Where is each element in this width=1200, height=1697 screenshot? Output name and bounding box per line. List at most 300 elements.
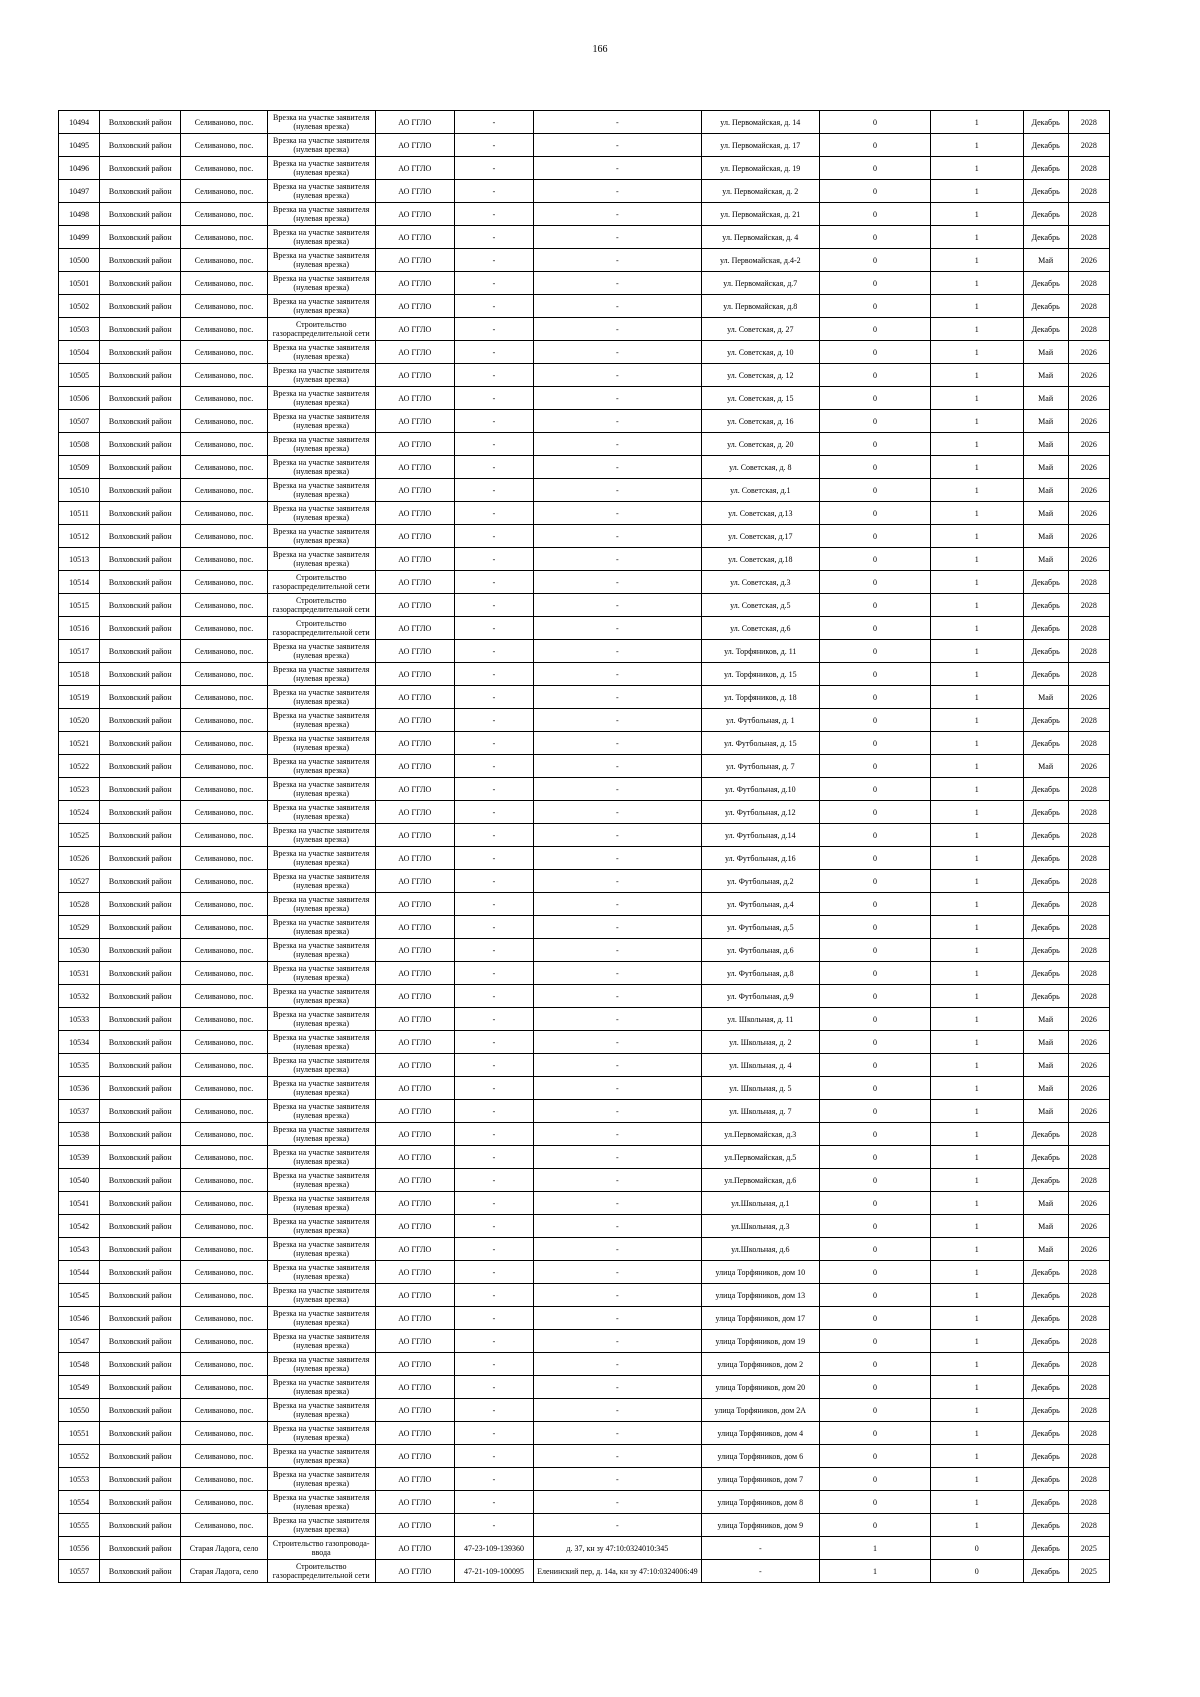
cell-year: 2028 xyxy=(1068,1353,1109,1376)
cell-settlement: Селиваново, пос. xyxy=(181,410,267,433)
cell-id: 10518 xyxy=(59,663,100,686)
cell-id: 10511 xyxy=(59,502,100,525)
cell-id: 10550 xyxy=(59,1399,100,1422)
cell-address: ул. Первомайская, д. 17 xyxy=(701,134,819,157)
cell-address_detail: - xyxy=(534,1100,702,1123)
cell-code: - xyxy=(454,1399,533,1422)
cell-code: - xyxy=(454,318,533,341)
cell-month: Май xyxy=(1023,433,1068,456)
cell-work_type: Врезка на участке заявителя (нулевая врезка) xyxy=(267,1307,375,1330)
cell-col_b: 1 xyxy=(930,525,1023,548)
cell-org: АО ГГЛО xyxy=(375,1330,454,1353)
cell-org: АО ГГЛО xyxy=(375,1238,454,1261)
cell-address_detail: - xyxy=(534,364,702,387)
cell-work_type: Врезка на участке заявителя (нулевая врезка) xyxy=(267,1215,375,1238)
cell-district: Волховский район xyxy=(100,249,181,272)
cell-year: 2028 xyxy=(1068,1399,1109,1422)
cell-id: 10504 xyxy=(59,341,100,364)
cell-id: 10537 xyxy=(59,1100,100,1123)
cell-org: АО ГГЛО xyxy=(375,1077,454,1100)
cell-work_type: Врезка на участке заявителя (нулевая врезка) xyxy=(267,1261,375,1284)
table-row xyxy=(59,295,1110,318)
cell-col_b: 1 xyxy=(930,479,1023,502)
table-row xyxy=(59,318,1110,341)
cell-address: ул.Школьная, д.3 xyxy=(701,1215,819,1238)
cell-address: ул. Советская, д. 20 xyxy=(701,433,819,456)
cell-address: ул. Советская, д.1 xyxy=(701,479,819,502)
cell-address_detail: - xyxy=(534,1054,702,1077)
cell-address_detail: - xyxy=(534,594,702,617)
cell-address: улица Торфяников, дом 2А xyxy=(701,1399,819,1422)
cell-code: - xyxy=(454,709,533,732)
table-row xyxy=(59,157,1110,180)
cell-col_b: 1 xyxy=(930,1146,1023,1169)
cell-address: ул. Торфяников, д. 15 xyxy=(701,663,819,686)
cell-address_detail: - xyxy=(534,686,702,709)
cell-address_detail: - xyxy=(534,847,702,870)
cell-year: 2028 xyxy=(1068,295,1109,318)
cell-org: АО ГГЛО xyxy=(375,916,454,939)
cell-col_a: 0 xyxy=(819,939,930,962)
cell-address_detail: - xyxy=(534,962,702,985)
cell-col_a: 0 xyxy=(819,272,930,295)
cell-code: - xyxy=(454,594,533,617)
cell-address: ул.Первомайская, д.3 xyxy=(701,1123,819,1146)
table-row xyxy=(59,1399,1110,1422)
data-table xyxy=(58,110,1110,1583)
cell-col_b: 1 xyxy=(930,157,1023,180)
cell-address_detail: - xyxy=(534,272,702,295)
cell-month: Декабрь xyxy=(1023,1169,1068,1192)
cell-col_a: 0 xyxy=(819,1123,930,1146)
cell-col_a: 0 xyxy=(819,1376,930,1399)
cell-id: 10515 xyxy=(59,594,100,617)
cell-year: 2028 xyxy=(1068,663,1109,686)
cell-address_detail: - xyxy=(534,778,702,801)
cell-id: 10531 xyxy=(59,962,100,985)
cell-col_b: 0 xyxy=(930,1560,1023,1583)
cell-id: 10509 xyxy=(59,456,100,479)
cell-month: Май xyxy=(1023,502,1068,525)
cell-work_type: Врезка на участке заявителя (нулевая врезка) xyxy=(267,548,375,571)
table-row xyxy=(59,617,1110,640)
cell-district: Волховский район xyxy=(100,916,181,939)
cell-settlement: Селиваново, пос. xyxy=(181,1284,267,1307)
cell-col_b: 1 xyxy=(930,1514,1023,1537)
cell-col_b: 1 xyxy=(930,1261,1023,1284)
cell-code: - xyxy=(454,341,533,364)
table-row xyxy=(59,1192,1110,1215)
cell-org: АО ГГЛО xyxy=(375,1491,454,1514)
cell-district: Волховский район xyxy=(100,226,181,249)
cell-address: ул. Первомайская, д. 21 xyxy=(701,203,819,226)
cell-district: Волховский район xyxy=(100,502,181,525)
cell-address_detail: - xyxy=(534,755,702,778)
cell-col_a: 1 xyxy=(819,1560,930,1583)
cell-work_type: Врезка на участке заявителя (нулевая врезка) xyxy=(267,502,375,525)
cell-org: АО ГГЛО xyxy=(375,1261,454,1284)
cell-work_type: Врезка на участке заявителя (нулевая врезка) xyxy=(267,709,375,732)
cell-col_a: 0 xyxy=(819,640,930,663)
cell-col_b: 1 xyxy=(930,1215,1023,1238)
cell-address_detail: - xyxy=(534,1307,702,1330)
cell-settlement: Старая Ладога, село xyxy=(181,1560,267,1583)
cell-address: ул. Советская, д. 10 xyxy=(701,341,819,364)
cell-work_type: Врезка на участке заявителя (нулевая врезка) xyxy=(267,479,375,502)
table-row xyxy=(59,1123,1110,1146)
cell-address_detail: - xyxy=(534,1514,702,1537)
cell-year: 2028 xyxy=(1068,318,1109,341)
cell-code: - xyxy=(454,847,533,870)
cell-id: 10503 xyxy=(59,318,100,341)
cell-code: - xyxy=(454,939,533,962)
table-row xyxy=(59,1537,1110,1560)
cell-month: Май xyxy=(1023,1077,1068,1100)
cell-settlement: Селиваново, пос. xyxy=(181,985,267,1008)
table-row xyxy=(59,709,1110,732)
cell-col_a: 0 xyxy=(819,433,930,456)
cell-work_type: Врезка на участке заявителя (нулевая врезка) xyxy=(267,893,375,916)
cell-col_b: 1 xyxy=(930,1169,1023,1192)
cell-address: - xyxy=(701,1537,819,1560)
cell-org: АО ГГЛО xyxy=(375,847,454,870)
cell-org: АО ГГЛО xyxy=(375,594,454,617)
cell-district: Волховский район xyxy=(100,778,181,801)
cell-work_type: Врезка на участке заявителя (нулевая врезка) xyxy=(267,985,375,1008)
cell-id: 10510 xyxy=(59,479,100,502)
table-row xyxy=(59,640,1110,663)
cell-year: 2028 xyxy=(1068,134,1109,157)
cell-address: улица Торфяников, дом 8 xyxy=(701,1491,819,1514)
cell-id: 10496 xyxy=(59,157,100,180)
table-row xyxy=(59,1514,1110,1537)
cell-settlement: Селиваново, пос. xyxy=(181,686,267,709)
table-row xyxy=(59,1100,1110,1123)
cell-district: Волховский район xyxy=(100,295,181,318)
cell-district: Волховский район xyxy=(100,1376,181,1399)
cell-address: улица Торфяников, дом 10 xyxy=(701,1261,819,1284)
cell-district: Волховский район xyxy=(100,1008,181,1031)
cell-work_type: Врезка на участке заявителя (нулевая врезка) xyxy=(267,134,375,157)
cell-year: 2026 xyxy=(1068,525,1109,548)
cell-month: Декабрь xyxy=(1023,1399,1068,1422)
cell-org: АО ГГЛО xyxy=(375,272,454,295)
cell-year: 2026 xyxy=(1068,1077,1109,1100)
cell-org: АО ГГЛО xyxy=(375,824,454,847)
cell-col_b: 1 xyxy=(930,433,1023,456)
cell-settlement: Селиваново, пос. xyxy=(181,1031,267,1054)
cell-address_detail: - xyxy=(534,1284,702,1307)
table-row xyxy=(59,456,1110,479)
cell-work_type: Врезка на участке заявителя (нулевая врезка) xyxy=(267,226,375,249)
cell-id: 10501 xyxy=(59,272,100,295)
cell-month: Декабрь xyxy=(1023,617,1068,640)
cell-org: АО ГГЛО xyxy=(375,1284,454,1307)
cell-col_a: 0 xyxy=(819,801,930,824)
cell-address: ул. Футбольная, д.6 xyxy=(701,939,819,962)
cell-id: 10526 xyxy=(59,847,100,870)
cell-work_type: Врезка на участке заявителя (нулевая врезка) xyxy=(267,778,375,801)
cell-col_a: 0 xyxy=(819,1054,930,1077)
cell-settlement: Селиваново, пос. xyxy=(181,1399,267,1422)
cell-org: АО ГГЛО xyxy=(375,801,454,824)
cell-col_a: 0 xyxy=(819,456,930,479)
cell-col_b: 1 xyxy=(930,1192,1023,1215)
cell-id: 10514 xyxy=(59,571,100,594)
cell-address: ул. Первомайская, д. 4 xyxy=(701,226,819,249)
cell-settlement: Селиваново, пос. xyxy=(181,640,267,663)
cell-district: Волховский район xyxy=(100,1422,181,1445)
cell-id: 10521 xyxy=(59,732,100,755)
cell-month: Декабрь xyxy=(1023,824,1068,847)
cell-district: Волховский район xyxy=(100,1054,181,1077)
cell-month: Декабрь xyxy=(1023,847,1068,870)
cell-code: - xyxy=(454,203,533,226)
cell-col_b: 1 xyxy=(930,502,1023,525)
cell-address_detail: - xyxy=(534,732,702,755)
cell-org: АО ГГЛО xyxy=(375,502,454,525)
cell-settlement: Селиваново, пос. xyxy=(181,571,267,594)
cell-col_b: 1 xyxy=(930,1008,1023,1031)
table-row xyxy=(59,1353,1110,1376)
cell-code: - xyxy=(454,456,533,479)
cell-month: Декабрь xyxy=(1023,870,1068,893)
cell-month: Декабрь xyxy=(1023,939,1068,962)
cell-col_b: 1 xyxy=(930,1054,1023,1077)
cell-address_detail: - xyxy=(534,1238,702,1261)
cell-settlement: Селиваново, пос. xyxy=(181,1330,267,1353)
cell-col_b: 1 xyxy=(930,226,1023,249)
cell-code: - xyxy=(454,1077,533,1100)
cell-id: 10513 xyxy=(59,548,100,571)
cell-col_a: 0 xyxy=(819,157,930,180)
cell-work_type: Строительство газораспределительной сети xyxy=(267,318,375,341)
cell-year: 2026 xyxy=(1068,1192,1109,1215)
cell-address_detail: - xyxy=(534,479,702,502)
cell-col_b: 1 xyxy=(930,180,1023,203)
cell-year: 2028 xyxy=(1068,180,1109,203)
cell-month: Декабрь xyxy=(1023,663,1068,686)
cell-month: Май xyxy=(1023,1031,1068,1054)
table-row xyxy=(59,180,1110,203)
cell-year: 2028 xyxy=(1068,1491,1109,1514)
cell-settlement: Селиваново, пос. xyxy=(181,1146,267,1169)
cell-settlement: Селиваново, пос. xyxy=(181,525,267,548)
cell-address_detail: - xyxy=(534,1169,702,1192)
table-row xyxy=(59,1445,1110,1468)
cell-month: Декабрь xyxy=(1023,801,1068,824)
cell-year: 2026 xyxy=(1068,456,1109,479)
cell-district: Волховский район xyxy=(100,824,181,847)
cell-district: Волховский район xyxy=(100,456,181,479)
cell-work_type: Врезка на участке заявителя (нулевая врезка) xyxy=(267,1192,375,1215)
cell-year: 2026 xyxy=(1068,249,1109,272)
cell-address: ул. Футбольная, д.4 xyxy=(701,893,819,916)
cell-address: улица Торфяников, дом 2 xyxy=(701,1353,819,1376)
cell-address_detail: - xyxy=(534,1192,702,1215)
cell-col_a: 0 xyxy=(819,295,930,318)
cell-id: 10545 xyxy=(59,1284,100,1307)
cell-year: 2028 xyxy=(1068,1146,1109,1169)
cell-address_detail: - xyxy=(534,134,702,157)
cell-id: 10508 xyxy=(59,433,100,456)
table-row xyxy=(59,1077,1110,1100)
cell-settlement: Селиваново, пос. xyxy=(181,111,267,134)
cell-id: 10530 xyxy=(59,939,100,962)
cell-code: - xyxy=(454,226,533,249)
cell-district: Волховский район xyxy=(100,847,181,870)
cell-district: Волховский район xyxy=(100,433,181,456)
cell-year: 2028 xyxy=(1068,847,1109,870)
cell-year: 2028 xyxy=(1068,157,1109,180)
table-row xyxy=(59,594,1110,617)
cell-id: 10555 xyxy=(59,1514,100,1537)
cell-col_b: 1 xyxy=(930,801,1023,824)
cell-id: 10525 xyxy=(59,824,100,847)
cell-code: - xyxy=(454,1376,533,1399)
cell-work_type: Врезка на участке заявителя (нулевая врезка) xyxy=(267,1422,375,1445)
cell-code: - xyxy=(454,778,533,801)
table-row xyxy=(59,249,1110,272)
cell-month: Декабрь xyxy=(1023,640,1068,663)
cell-address: ул. Первомайская, д.8 xyxy=(701,295,819,318)
cell-address_detail: - xyxy=(534,157,702,180)
cell-address: ул.Первомайская, д.5 xyxy=(701,1146,819,1169)
cell-id: 10520 xyxy=(59,709,100,732)
table-row xyxy=(59,364,1110,387)
cell-id: 10517 xyxy=(59,640,100,663)
cell-address: ул. Школьная, д. 5 xyxy=(701,1077,819,1100)
table-row xyxy=(59,571,1110,594)
table-row xyxy=(59,502,1110,525)
cell-col_b: 1 xyxy=(930,709,1023,732)
cell-address: ул. Школьная, д. 4 xyxy=(701,1054,819,1077)
cell-settlement: Селиваново, пос. xyxy=(181,1514,267,1537)
cell-col_b: 1 xyxy=(930,456,1023,479)
cell-month: Декабрь xyxy=(1023,134,1068,157)
cell-settlement: Селиваново, пос. xyxy=(181,709,267,732)
cell-year: 2028 xyxy=(1068,203,1109,226)
cell-address_detail: - xyxy=(534,1077,702,1100)
cell-col_a: 1 xyxy=(819,1537,930,1560)
cell-col_b: 1 xyxy=(930,778,1023,801)
cell-month: Декабрь xyxy=(1023,1261,1068,1284)
cell-address_detail: - xyxy=(534,249,702,272)
cell-address: ул. Советская, д. 8 xyxy=(701,456,819,479)
cell-code: - xyxy=(454,272,533,295)
cell-col_b: 1 xyxy=(930,318,1023,341)
cell-year: 2026 xyxy=(1068,433,1109,456)
cell-org: АО ГГЛО xyxy=(375,617,454,640)
cell-col_b: 1 xyxy=(930,594,1023,617)
page-number: 166 xyxy=(592,44,608,55)
cell-district: Волховский район xyxy=(100,939,181,962)
cell-code: - xyxy=(454,824,533,847)
table-row xyxy=(59,1376,1110,1399)
cell-col_a: 0 xyxy=(819,1307,930,1330)
cell-id: 10494 xyxy=(59,111,100,134)
cell-col_a: 0 xyxy=(819,203,930,226)
cell-month: Декабрь xyxy=(1023,157,1068,180)
cell-address: ул. Первомайская, д. 2 xyxy=(701,180,819,203)
table-row xyxy=(59,1491,1110,1514)
cell-settlement: Селиваново, пос. xyxy=(181,249,267,272)
cell-id: 10536 xyxy=(59,1077,100,1100)
cell-address: ул. Советская, д. 15 xyxy=(701,387,819,410)
table-row xyxy=(59,962,1110,985)
cell-org: АО ГГЛО xyxy=(375,571,454,594)
cell-id: 10551 xyxy=(59,1422,100,1445)
cell-year: 2028 xyxy=(1068,916,1109,939)
cell-work_type: Строительство газораспределительной сети xyxy=(267,571,375,594)
cell-address: улица Торфяников, дом 13 xyxy=(701,1284,819,1307)
cell-month: Май xyxy=(1023,1238,1068,1261)
cell-settlement: Селиваново, пос. xyxy=(181,548,267,571)
cell-work_type: Врезка на участке заявителя (нулевая врезка) xyxy=(267,1284,375,1307)
cell-col_a: 0 xyxy=(819,1238,930,1261)
cell-district: Волховский район xyxy=(100,318,181,341)
cell-address_detail: - xyxy=(534,502,702,525)
table-row xyxy=(59,824,1110,847)
cell-month: Декабрь xyxy=(1023,594,1068,617)
cell-address: ул. Школьная, д. 7 xyxy=(701,1100,819,1123)
table-row xyxy=(59,111,1110,134)
cell-code: - xyxy=(454,111,533,134)
cell-address: ул. Советская, д.5 xyxy=(701,594,819,617)
table-row xyxy=(59,778,1110,801)
cell-code: - xyxy=(454,916,533,939)
cell-month: Декабрь xyxy=(1023,1422,1068,1445)
cell-col_b: 1 xyxy=(930,410,1023,433)
table-row xyxy=(59,1261,1110,1284)
cell-code: - xyxy=(454,801,533,824)
cell-id: 10553 xyxy=(59,1468,100,1491)
cell-work_type: Строительство газораспределительной сети xyxy=(267,1560,375,1583)
cell-code: - xyxy=(454,732,533,755)
cell-settlement: Селиваново, пос. xyxy=(181,502,267,525)
cell-work_type: Врезка на участке заявителя (нулевая врезка) xyxy=(267,1054,375,1077)
cell-settlement: Селиваново, пос. xyxy=(181,318,267,341)
cell-year: 2028 xyxy=(1068,1123,1109,1146)
cell-district: Волховский район xyxy=(100,548,181,571)
cell-settlement: Селиваново, пос. xyxy=(181,226,267,249)
cell-settlement: Селиваново, пос. xyxy=(181,1353,267,1376)
cell-work_type: Врезка на участке заявителя (нулевая врезка) xyxy=(267,433,375,456)
cell-year: 2026 xyxy=(1068,1031,1109,1054)
cell-address: улица Торфяников, дом 6 xyxy=(701,1445,819,1468)
cell-settlement: Селиваново, пос. xyxy=(181,364,267,387)
cell-district: Волховский район xyxy=(100,985,181,1008)
cell-settlement: Селиваново, пос. xyxy=(181,479,267,502)
cell-settlement: Селиваново, пос. xyxy=(181,1100,267,1123)
cell-address_detail: - xyxy=(534,824,702,847)
cell-address_detail: - xyxy=(534,663,702,686)
cell-code: - xyxy=(454,134,533,157)
cell-work_type: Врезка на участке заявителя (нулевая врезка) xyxy=(267,847,375,870)
cell-org: АО ГГЛО xyxy=(375,1353,454,1376)
cell-col_b: 1 xyxy=(930,295,1023,318)
cell-year: 2028 xyxy=(1068,709,1109,732)
cell-col_a: 0 xyxy=(819,1468,930,1491)
cell-work_type: Врезка на участке заявителя (нулевая врезка) xyxy=(267,1077,375,1100)
cell-work_type: Врезка на участке заявителя (нулевая врезка) xyxy=(267,1491,375,1514)
table-row xyxy=(59,1169,1110,1192)
cell-address_detail: - xyxy=(534,1376,702,1399)
cell-id: 10497 xyxy=(59,180,100,203)
cell-month: Май xyxy=(1023,479,1068,502)
cell-month: Декабрь xyxy=(1023,226,1068,249)
cell-code: - xyxy=(454,1031,533,1054)
